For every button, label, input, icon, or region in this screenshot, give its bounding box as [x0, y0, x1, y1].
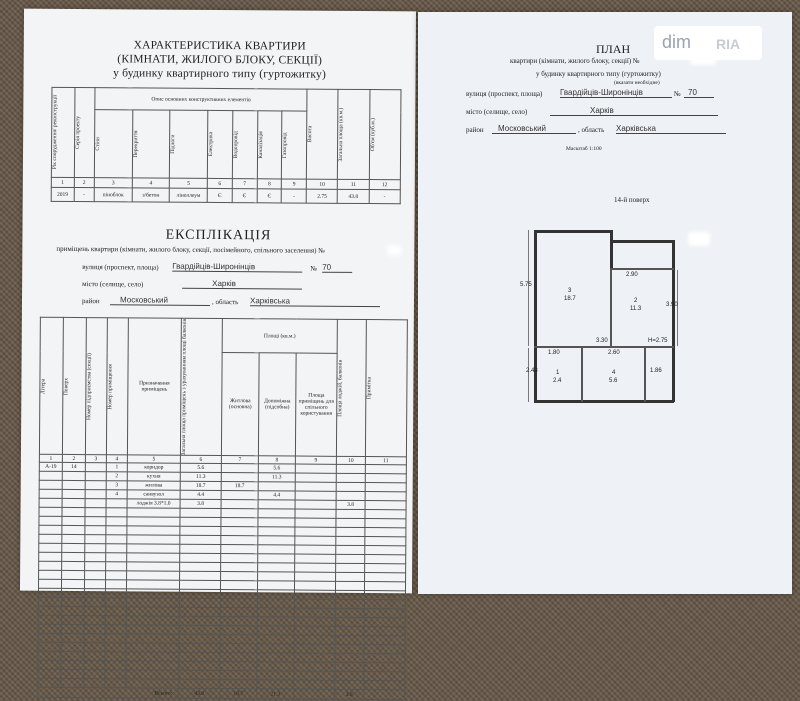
characteristic-subtitle: (КІМНАТИ, ЖИЛОГО БЛОКУ, СЕКЦІЇ)	[117, 53, 323, 67]
expl-number-row: 1 2 3 4 5 6 7 8 9 10 11	[39, 455, 406, 466]
room-area: 5.6	[609, 378, 618, 384]
city-label: місто (селище, село)	[466, 108, 528, 116]
explication-title: ЕКСПЛІКАЦІЯ	[165, 227, 272, 244]
house-number-label: №	[310, 264, 317, 273]
table-row: А-19 14 1 коридор 5.6 5.6	[39, 463, 406, 475]
scale-label: Масштаб 1:100	[566, 146, 602, 152]
dim-label: H=2.75	[648, 338, 668, 344]
room-area: 11.3	[630, 306, 642, 312]
district-value: Московський	[492, 124, 576, 134]
street-label: вулиця (проспект, площа)	[82, 263, 159, 272]
characteristics-table: Рік спорудження/ реконструкції Серія проекту Опис основних конструктивних елементів Висота Загальна площа (кв.м.) Об'єм (куб.м.) Стіни Перекриття Підлоги Електрика Водопровід Каналізація Газопровід 1 2 3 4 5 6 7 8 9 10 11 12 2019 - піноблок з/бетон ліноллеум Є Є Є - 2.75 43.8 -	[51, 87, 402, 204]
house-number-value: 70	[322, 263, 352, 273]
dim-label: 5.75	[520, 282, 532, 288]
room-number: 3	[568, 288, 572, 294]
plan-note: (вказати необхідне)	[614, 80, 660, 86]
table-row: лоджія 3.8*1.0 3.8 3.8	[39, 499, 406, 511]
logo-text: dim	[662, 32, 692, 52]
street-label: вулиця (проспект, площа)	[466, 90, 543, 98]
room-number: 2	[634, 298, 638, 304]
explication-table: Літера Поверх Номер підприємства (секції) Номер приміщення Призначення приміщень Загальна площа приміщень з урахуванням площі балконів Площі (кв.м.) Площа лоджій, балконів Примітка Житлова (основна) Допоміжна (підсобна) Площа приміщень для спільного користування 1 2 3 4 5 6 7 8 9 10 11 А-19 14 1 коридор 5.6 5.6 2 кухня 11.3 11.3 3 жилова 18.7 18.7 4 санвузол 4.4 4.4 лоджія 3.8*1.0 3.8 3.8 Всього: 43.8 18.7 21.3 3.8	[37, 317, 408, 701]
dim-label: 2.43	[526, 368, 538, 374]
char-value-row: 2019 - піноблок з/бетон ліноллеум Є Є Є - 2.75 43.8 -	[51, 187, 400, 203]
dim-label: 3.30	[596, 338, 608, 344]
right-document-page	[418, 12, 792, 594]
dim-label: 1.86	[650, 368, 662, 374]
logo-text-ria: RIA	[716, 36, 741, 52]
table-row: 2 кухня 11.3 11.3	[39, 472, 406, 484]
region-label: , область	[211, 297, 239, 307]
room-area: 18.7	[564, 296, 576, 302]
dim-label: 3.90	[666, 302, 678, 308]
redacted-number	[387, 245, 401, 255]
left-document-page	[20, 9, 416, 698]
totals-row: Всього: 43.8 18.7 21.3 3.8	[38, 688, 405, 701]
district-label: район	[466, 126, 484, 134]
redacted-mark	[688, 232, 710, 246]
table-row: 3 жилова 18.7 18.7	[39, 481, 406, 493]
dimria-logo	[654, 26, 762, 60]
city-label: місто (селище, село)	[82, 280, 144, 289]
street-value: Гвардійців-Широнінців	[560, 88, 672, 98]
district-value: Московський	[110, 295, 210, 306]
plan-line2: у будинку квартирного типу (гуртожитку)	[536, 70, 661, 78]
characteristic-title: ХАРАКТЕРИСТИКА КВАРТИРИ	[133, 39, 306, 53]
plan-title: ПЛАН	[596, 42, 631, 56]
dim-label: 2.60	[608, 350, 620, 356]
room-number: 1	[556, 370, 560, 376]
area-group-header: Площі (кв.м.)	[222, 319, 337, 354]
street-value: Гвардійців-Широнінців	[172, 262, 302, 273]
house-number-label: №	[674, 90, 681, 98]
region-value: Харківська	[616, 124, 726, 134]
city-value: Харків	[182, 279, 302, 290]
table-row: 4 санвузол 4.4 4.4	[39, 490, 406, 502]
char-group-header: Опис основних конструктивних елементів	[95, 88, 307, 111]
floor-label: 14-й поверх	[614, 196, 650, 204]
char-number-row: 1 2 3 4 5 6 7 8 9 10 11 12	[51, 177, 400, 189]
characteristic-subtitle-2: у будинку квартирного типу (гуртожитку)	[113, 67, 327, 81]
region-value: Харківська	[250, 296, 380, 307]
region-label: , область	[578, 126, 605, 134]
dim-label: 2.90	[626, 272, 638, 278]
dim-label: 1.80	[548, 350, 560, 356]
room-area: 2.4	[553, 378, 562, 384]
house-number-value: 70	[684, 88, 714, 98]
room-number: 4	[612, 370, 616, 376]
city-value: Харків	[550, 106, 718, 116]
explication-subtitle: приміщень квартири (кімнати, жилого блоку, секції, посімейного, спільного заселення) №	[56, 244, 325, 255]
district-label: район	[81, 297, 100, 306]
plan-line1: квартири (кімнати, жилого блоку, секції) №	[510, 57, 640, 65]
floor-plan	[520, 212, 686, 412]
